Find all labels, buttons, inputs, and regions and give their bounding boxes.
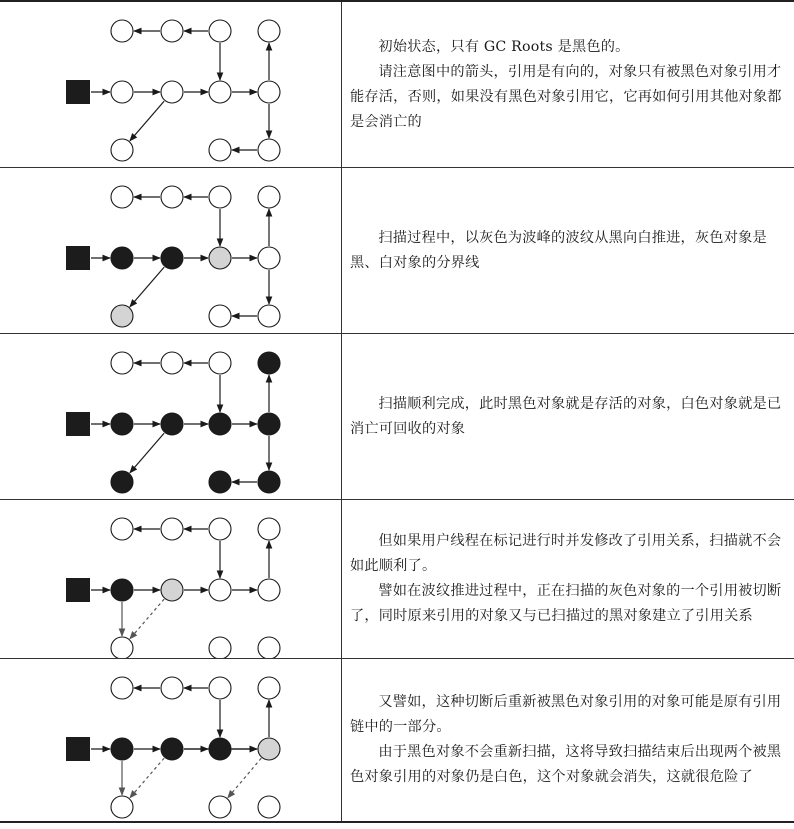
gc-root-node	[66, 737, 90, 761]
description-cell	[350, 500, 784, 658]
object-node-white	[111, 518, 133, 540]
object-node-white	[209, 637, 231, 658]
object-graph	[0, 500, 341, 658]
graph-diagram-cell	[0, 334, 341, 499]
reference-arrow-j-k	[228, 758, 262, 798]
gc-root-node	[66, 80, 90, 104]
object-node-black	[111, 579, 133, 601]
reference-arrow-g-h	[130, 758, 164, 798]
object-node-white	[258, 247, 280, 269]
table-bottom-border	[0, 821, 794, 823]
description-paragraph: 扫描过程中，以灰色为波峰的波纹从黑向白推进，灰色对象是黑、白对象的分界线	[350, 229, 767, 271]
table-row	[0, 500, 794, 658]
object-node-white	[209, 796, 231, 818]
object-node-white	[258, 796, 280, 818]
object-node-black	[258, 413, 280, 435]
object-node-black	[161, 738, 183, 760]
object-node-white	[161, 20, 183, 42]
object-node-black	[111, 471, 133, 493]
object-node-black	[111, 413, 133, 435]
object-node-white	[258, 637, 280, 658]
description-paragraph: 又譬如，这种切断后重新被黑色对象引用的对象可能是原有引用链中的一部分。	[350, 694, 782, 735]
description-paragraph: 扫描顺利完成，此时黑色对象就是存活的对象，白色对象就是已消亡可回收的对象	[350, 395, 782, 437]
gc-root-node	[66, 578, 90, 602]
object-node-black	[258, 352, 280, 374]
gc-root-node	[66, 246, 90, 270]
object-node-white	[209, 81, 231, 103]
object-node-white	[209, 518, 231, 540]
object-node-white	[258, 81, 280, 103]
description-cell	[350, 168, 784, 333]
description-paragraph: 请注意图中的箭头，引用是有向的，对象只有被黑色对象引用才能存活，否则，如果没有黑色对象引用它，它再如何引用其他对象都是会消亡的	[350, 63, 782, 130]
description-cell	[350, 2, 784, 167]
description-cell	[350, 659, 784, 821]
object-node-black	[209, 471, 231, 493]
description-paragraph: 但如果用户线程在标记进行时并发修改了引用关系，扫描就不会如此顺利了。	[350, 533, 782, 574]
object-node-white	[258, 20, 280, 42]
object-node-white	[209, 677, 231, 699]
object-node-white	[161, 677, 183, 699]
object-node-black	[209, 738, 231, 760]
object-node-white	[258, 579, 280, 601]
object-node-gray	[258, 738, 280, 760]
object-node-white	[209, 20, 231, 42]
object-graph	[0, 334, 341, 499]
object-node-white	[111, 796, 133, 818]
object-node-black	[161, 247, 183, 269]
object-node-white	[258, 305, 280, 327]
graph-diagram-cell	[0, 168, 341, 333]
object-node-white	[161, 81, 183, 103]
object-node-white	[258, 677, 280, 699]
table-row	[0, 168, 794, 333]
object-node-black	[111, 247, 133, 269]
object-graph	[0, 2, 341, 167]
object-node-white	[111, 677, 133, 699]
object-node-black	[111, 738, 133, 760]
object-node-white	[258, 186, 280, 208]
table-row	[0, 659, 794, 821]
description-paragraph: 初始状态，只有 GC Roots 是黑色的。	[378, 38, 630, 55]
description-paragraph: 由于黑色对象不会重新扫描，这将导致扫描结束后出现两个被黑色对象引用的对象仍是白色，这个对象就会消失，这就很危险了	[350, 744, 782, 785]
object-node-white	[209, 186, 231, 208]
description-cell	[350, 334, 784, 499]
object-node-gray	[209, 247, 231, 269]
object-node-white	[111, 139, 133, 161]
object-node-white	[258, 139, 280, 161]
reference-arrow-g-h	[130, 433, 164, 473]
gc-root-node	[66, 412, 90, 436]
object-node-white	[161, 352, 183, 374]
object-node-black	[161, 413, 183, 435]
object-node-gray	[161, 579, 183, 601]
object-node-black	[209, 413, 231, 435]
object-node-gray	[111, 305, 133, 327]
object-node-white	[111, 186, 133, 208]
object-node-black	[258, 471, 280, 493]
graph-diagram-cell	[0, 659, 341, 821]
object-node-white	[258, 518, 280, 540]
table-row	[0, 2, 794, 167]
object-node-white	[209, 139, 231, 161]
description-paragraph: 譬如在波纹推进过程中，正在扫描的灰色对象的一个引用被切断了，同时原来引用的对象又与已扫描过的黑对象建立了引用关系	[350, 583, 782, 624]
object-node-white	[111, 637, 133, 658]
reference-arrow-g-h	[130, 267, 164, 307]
object-node-white	[161, 186, 183, 208]
graph-diagram-cell	[0, 2, 341, 167]
object-node-white	[209, 579, 231, 601]
object-node-white	[161, 518, 183, 540]
object-node-white	[111, 20, 133, 42]
object-node-white	[209, 352, 231, 374]
object-graph	[0, 168, 341, 333]
object-graph	[0, 659, 341, 821]
object-node-white	[111, 81, 133, 103]
object-node-white	[209, 305, 231, 327]
reference-arrow-g-h	[130, 101, 164, 141]
object-node-white	[111, 352, 133, 374]
table-row	[0, 334, 794, 499]
graph-diagram-cell	[0, 500, 341, 658]
reference-arrow-g-h	[130, 599, 164, 639]
